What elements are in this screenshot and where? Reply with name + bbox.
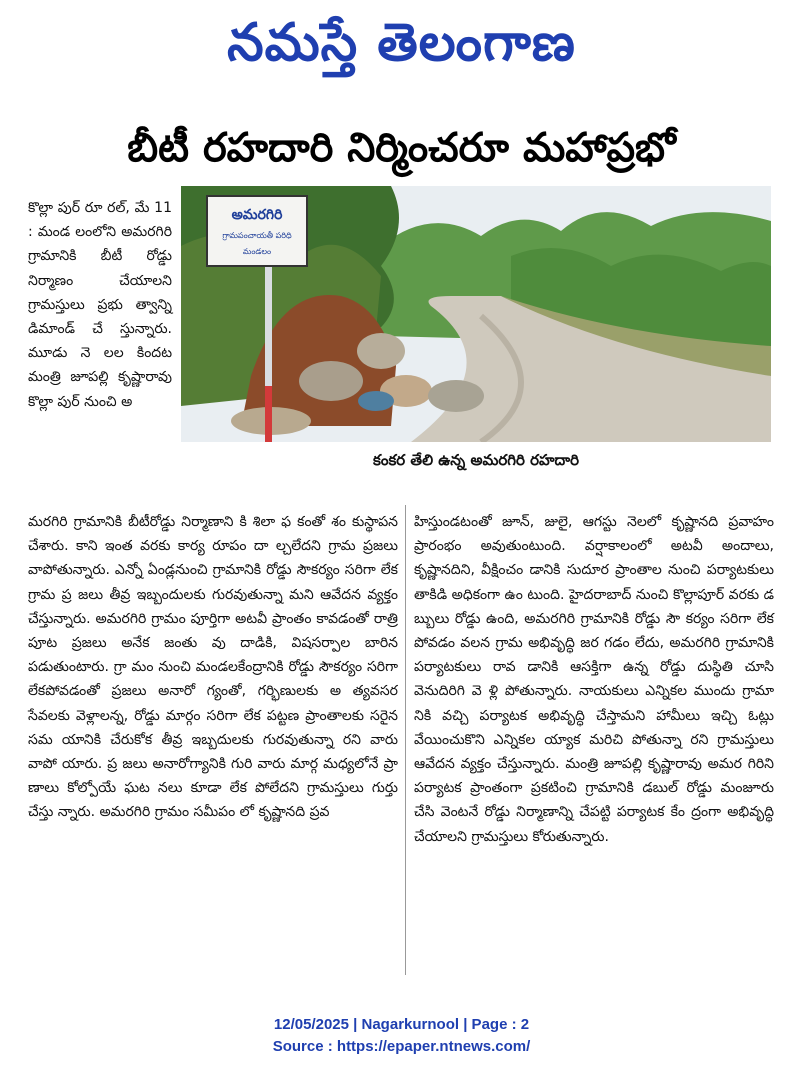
- sign-subtext-2: మండలం: [242, 247, 272, 256]
- page-footer: [0, 1014, 803, 1058]
- column-divider: [405, 505, 406, 975]
- footer-source-link[interactable]: Source : https://epaper.ntnews.com/: [272, 1038, 531, 1055]
- footer-edition-line: 12/05/2025 | Nagarkurnool | Page : 2: [273, 1016, 530, 1033]
- photo-caption: కంకర తేలి ఉన్న అమరగిరి రహదారి: [373, 451, 579, 469]
- article-column-2: హిస్తుండటంతో జూన్, జులై, ఆగస్టు నెలలో కృష్ణానది ప్రవాహం ప్రారంభం అవుతుంటుంది. వర్షాకాలంలో అటవీ అందాలు, కృష్ణానదిని, వీక్షించం డానికి సుదూర ప్రాంతాల నుంచి పర్యాటకులు తాకిడి అధికంగా ఉం టుంది. హైదరాబాద్ నుంచి కొల్లాపూర్ వరకు డ బ్బులు రోడ్డు ఉంది, అమరగిరి గ్రామానికి రోడ్డు సౌ కర్యం సరిగా లేక పోవడం వలన గ్రామ అభివృద్ధి జర గడం లేదు, అమరగిరి గ్రామానికి పర్యాటకులు రావ డానికి ఆసక్తిగా ఉన్న రోడ్డు దుస్థితి చూసి వెనుదిరిగి వె ళ్లి పోతున్నారు. నాయకులు ఎన్నికల ముందు గ్రామా నికి వచ్చి పర్యాటక అభివృద్ధి చేస్తామని హామీలు ఇచ్చి ఓట్లు వేయించుకొని ఎన్నికల య్యాక మరిచి పోతున్నా రని గ్రామస్తులు ఆవేదన వ్యక్తం చేస్తున్నారు. మంత్రి జూపల్లి కృష్ణారావు అమర గిరిని పర్యాటక ప్రాంతంగా ప్రకటించి గ్రామానికి డబుల్ రోడ్డు మంజూరు చేసి వెంటనే రోడ్డు నిర్మాణాన్ని చేపట్టి పర్యాటక కేం ద్రంగా అభివృద్ధి చేయాలని గ్రామస్తులు కోరుతున్నారు.: [414, 514, 774, 845]
- article-column-1: మరగిరి గ్రామానికి బీటీరోడ్డు నిర్మాణాని కి శిలా ఫ కంతో శం కుస్థాపన చేశారు. కాని ఇంత వరకు కార్య రూపం దా ల్చలేదని గ్రామ ప్రజలు వాపోతున్నారు. ఎన్నో ఏండ్లనుంచి గ్రామానికి రోడ్డు సౌకర్యం సరిగా లేక గ్రామ ప్ర జలు తీవ్ర ఇబ్బందులకు గురవుతున్నా మని ఆవేదన వ్యక్తం చేస్తున్నారు. అమరగిరి గ్రామం పూర్తిగా అటవీ ప్రాంతం కావడంతో రాత్రి పూట ప్రజలు అనేక జంతు వు దాడికి, విషసర్పాల బారిన పడుతుంటారు. గ్రా మం నుంచి మండలకేంద్రానికి రోడ్డు సౌకర్యం సరిగా లేకపోవడంతో ప్రజలు అనారో గ్యంతో, గర్భిణులకు అ త్యవసర సేవలకు వెళ్లాలన్న, రోడ్డు మార్గం సరిగా లేక పట్టణ ప్రాంతాలకు సరైన సమ యానికి చేరుకోక తీవ్ర ఇబ్బదులకు గురవుతున్నా రని వారు వాపో యారు. ప్ర జలు అనారోగ్యానికి గురి వారు మార్గ మధ్యలోనే ప్రా ణాలు కోల్పోయే ఘట నలు కూడా లేక పోలేదని గ్రామస్తులు గుర్తు చేస్తు న్నారు. అమరగిరి గ్రామం సమీపం లో కృష్ణానది ప్రవ: [28, 514, 398, 821]
- article-lead-text: కొల్లా పుర్ రూ రల్, మే 11 : మండ లంలోని అమరగిరి గ్రామానికి బీటీ రోడ్డు నిర్మాణం చేయాలని గ్రామస్తులు ప్రభు త్వాన్ని డిమాండ్ చే స్తున్నారు. మూడు నె లల కిందట మంత్రి జూపల్లి కృష్ణారావు కొల్లా పుర్ నుంచి అ: [28, 200, 172, 410]
- article-photo: [181, 186, 771, 442]
- road-photo-illustration: [181, 186, 771, 442]
- article-headline: బీటీ రహదారి నిర్మించరూ మహాప్రభో: [127, 125, 676, 171]
- sign-text: అమరగిరి: [231, 207, 283, 223]
- masthead-title: నమస్తే తెలంగాణ: [227, 13, 576, 73]
- sign-subtext-1: గ్రామపంచాయతీ పరిధి: [222, 231, 292, 240]
